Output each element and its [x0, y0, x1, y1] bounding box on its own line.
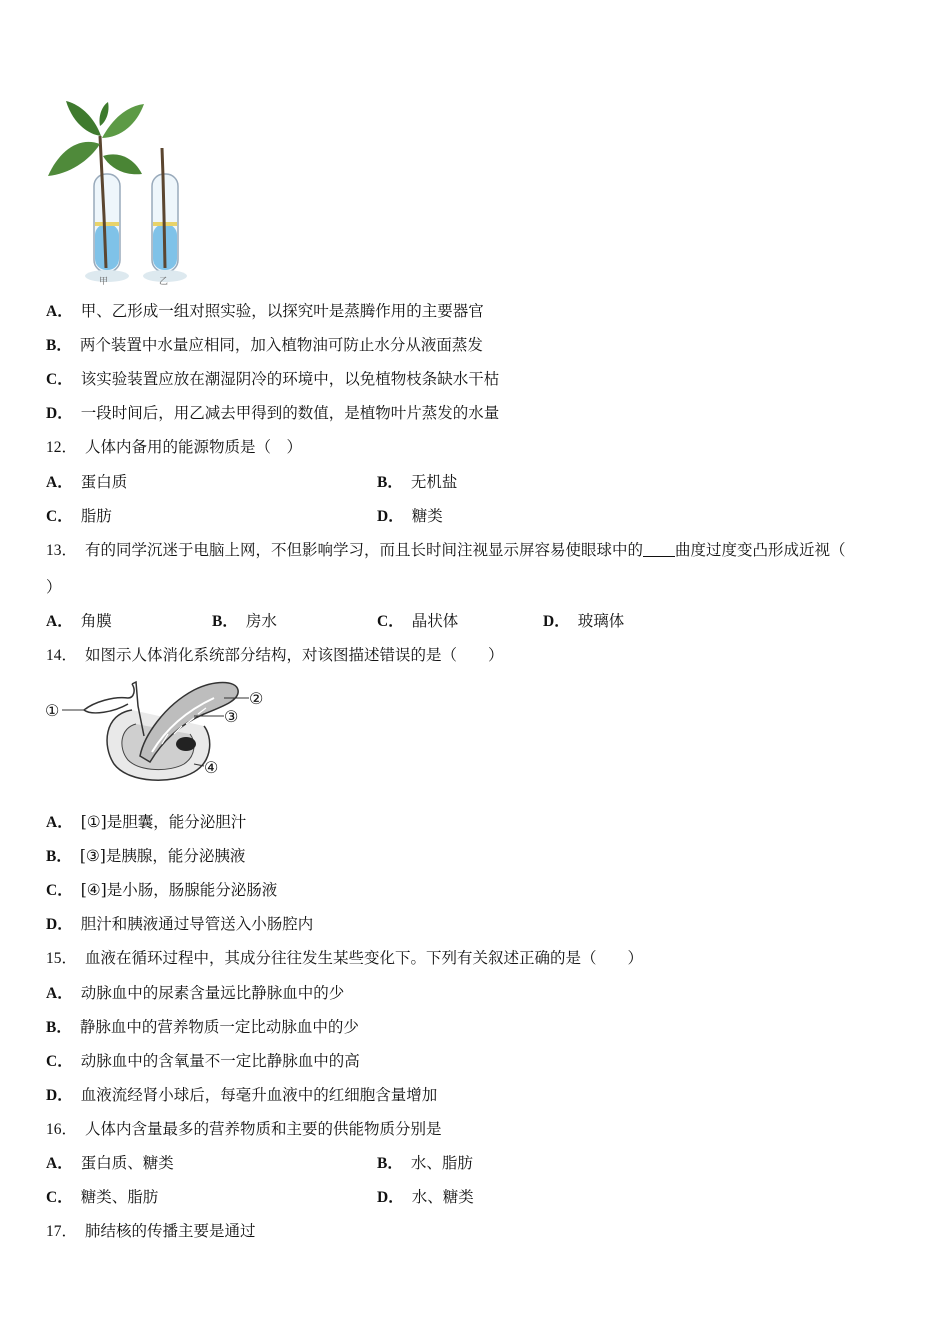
q14-option-c[interactable]: C． [④]是小肠，肠腺能分泌肠液	[46, 881, 278, 899]
q14-option-a[interactable]: A． [①]是胆囊，能分泌胆汁	[46, 813, 247, 831]
q14-stem: 14． 如图示人体消化系统部分结构，对该图描述错误的是（ ）	[46, 646, 504, 664]
q11-option-a[interactable]: A． 甲、乙形成一组对照实验，以探究叶是蒸腾作用的主要器官	[46, 302, 484, 320]
digestive-system-figure	[44, 676, 274, 788]
q11-option-b[interactable]: B． 两个装置中水量应相同，加入植物油可防止水分从液面蒸发	[46, 336, 483, 354]
q11-option-d[interactable]: D． 一段时间后，用乙减去甲得到的数值，是植物叶片蒸发的水量	[46, 404, 500, 422]
q14-option-d[interactable]: D． 胆汁和胰液通过导管送入小肠腔内	[46, 915, 314, 933]
q15-stem: 15． 血液在循环过程中，其成分往往发生某些变化下。下列有关叙述正确的是（ ）	[46, 949, 644, 967]
marker-3: ③	[224, 707, 239, 726]
marker-2: ②	[249, 689, 264, 708]
q15-option-b[interactable]: B． 静脉血中的营养物质一定比动脉血中的少	[46, 1018, 359, 1036]
q16-option-b[interactable]: B． 水、脂肪	[377, 1154, 473, 1172]
q13-stem: 13． 有的同学沉迷于电脑上网，不但影响学习，而且长时间注视显示屏容易使眼球中的 曲度过度变凸形成近视（	[46, 541, 846, 559]
q12-option-a[interactable]: A． 蛋白质	[46, 473, 128, 491]
q13-option-a[interactable]: A． 角膜	[46, 612, 112, 630]
q17-stem: 17． 肺结核的传播主要是通过	[46, 1222, 256, 1240]
q13-option-c[interactable]: C． 晶状体	[377, 612, 459, 630]
q16-option-c[interactable]: C． 糖类、脂肪	[46, 1188, 159, 1206]
q12-stem: 12． 人体内备用的能源物质是（ ）	[46, 438, 303, 456]
q11-option-c[interactable]: C． 该实验装置应放在潮湿阴冷的环境中，以免植物枝条缺水干枯	[46, 370, 500, 388]
q16-option-d[interactable]: D． 水、糖类	[377, 1188, 474, 1206]
q13-option-d[interactable]: D． 玻璃体	[543, 612, 625, 630]
q16-option-a[interactable]: A． 蛋白质、糖类	[46, 1154, 174, 1172]
q12-option-b[interactable]: B． 无机盐	[377, 473, 458, 491]
q16-stem: 16． 人体内含量最多的营养物质和主要的供能物质分别是	[46, 1120, 442, 1138]
q15-option-d[interactable]: D． 血液流经肾小球后，每毫升血液中的红细胞含量增加	[46, 1086, 438, 1104]
label-jia: 甲	[99, 277, 109, 286]
marker-1: ①	[45, 701, 60, 720]
q15-option-a[interactable]: A． 动脉血中的尿素含量远比静脉血中的少	[46, 984, 345, 1002]
transpiration-figure	[44, 96, 189, 286]
q13-stem-end: ）	[46, 578, 62, 596]
answer-blank	[643, 542, 675, 557]
q12-option-d[interactable]: D． 糖类	[377, 507, 443, 525]
q15-option-c[interactable]: C． 动脉血中的含氧量不一定比静脉血中的高	[46, 1052, 360, 1070]
q14-option-b[interactable]: B． [③]是胰腺，能分泌胰液	[46, 847, 246, 865]
label-yi: 乙	[159, 277, 169, 286]
q12-option-c[interactable]: C． 脂肪	[46, 507, 112, 525]
q13-option-b[interactable]: B． 房水	[212, 612, 277, 630]
marker-4: ④	[204, 758, 219, 777]
